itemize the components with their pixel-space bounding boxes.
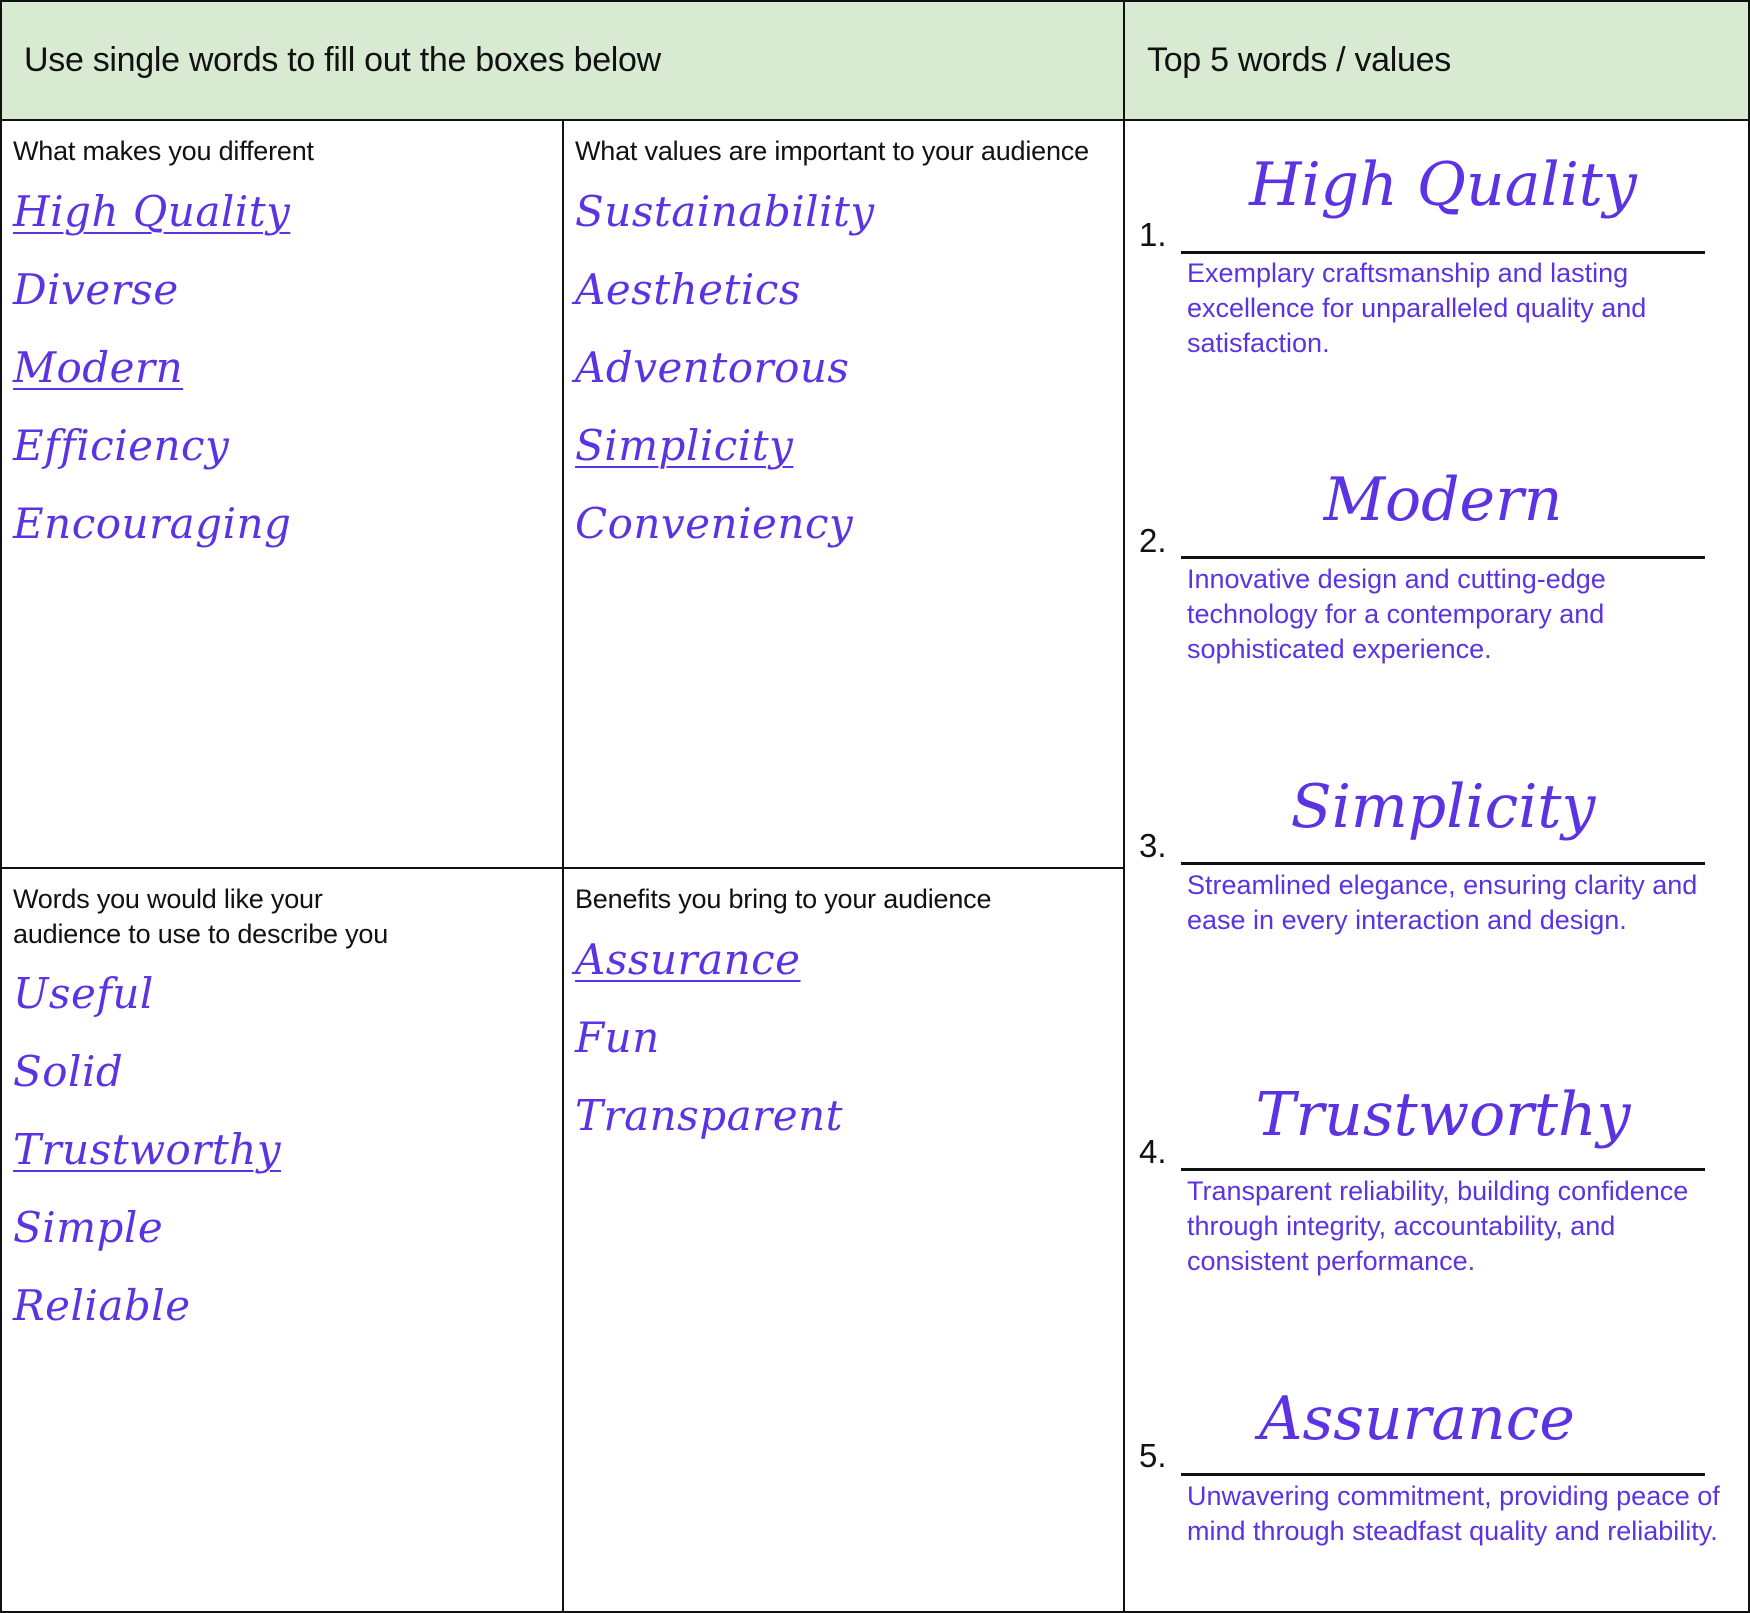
top-values-header (1123, 0, 1750, 121)
box-title: What values are important to your audience (575, 136, 1089, 166)
top-value-4 (1125, 1080, 1750, 1330)
box-benefits (562, 867, 1125, 1613)
top-value-description: Streamlined elegance, ensuring clarity and ease in every interaction and design. (1187, 870, 1698, 935)
box-audience-values (562, 119, 1125, 869)
top-value-description: Innovative design and cutting-edge technology for a contemporary and sophisticated experience. (1187, 564, 1606, 664)
top-value-3 (1125, 772, 1750, 1022)
top-value-1 (1125, 150, 1750, 430)
top-value-underline (1181, 1168, 1705, 1171)
word-item: High Quality (13, 187, 291, 236)
word-item: Useful (13, 969, 154, 1018)
word-item: Modern (13, 343, 184, 392)
top-value-number: 2. (1139, 522, 1167, 559)
top-value-number: 4. (1139, 1133, 1167, 1170)
top-value-number: 5. (1139, 1437, 1167, 1474)
top-value-description: Exemplary craftsmanship and lasting excellence for unparalleled quality and satisfaction. (1187, 258, 1647, 358)
box-title: Words you would like your audience to use to describe you (13, 884, 389, 949)
top-value-number: 1. (1139, 216, 1167, 253)
top-value-number: 3. (1139, 827, 1167, 864)
word-item: Solid (13, 1047, 124, 1096)
top-value-word: Modern (1323, 465, 1563, 535)
word-item: Diverse (13, 265, 179, 314)
top-value-word: Simplicity (1290, 772, 1596, 842)
word-item: Aesthetics (575, 265, 801, 314)
word-list (13, 955, 281, 1345)
word-item: Efficiency (13, 421, 230, 470)
top-value-underline (1181, 556, 1705, 559)
top-value-underline (1181, 862, 1705, 865)
word-item: Transparent (575, 1091, 844, 1140)
word-item: Simplicity (575, 421, 794, 470)
box-title: What makes you different (13, 136, 314, 166)
instructions-header (0, 0, 1125, 121)
word-item: Adventorous (575, 343, 850, 392)
top-value-word: High Quality (1249, 150, 1637, 220)
top-value-description: Unwavering commitment, providing peace of mind through steadfast quality and reliability. (1187, 1481, 1720, 1546)
box-audience-description (0, 867, 564, 1613)
box-what-makes-you-different (0, 119, 564, 869)
word-item: Simple (13, 1203, 164, 1252)
word-item: Encouraging (13, 499, 292, 548)
top-value-description: Transparent reliability, building confidence through integrity, accountability, and consistent performance. (1187, 1176, 1689, 1276)
top-value-word: Assurance (1259, 1384, 1575, 1454)
top-value-underline (1181, 1473, 1705, 1476)
top-value-underline (1181, 251, 1705, 254)
word-list (575, 173, 875, 563)
box-title: Benefits you bring to your audience (575, 884, 992, 914)
word-item: Trustworthy (13, 1125, 282, 1174)
top-value-2 (1125, 465, 1750, 745)
top-value-word: Trustworthy (1255, 1080, 1631, 1150)
word-item: Conveniency (575, 499, 854, 548)
word-list (575, 921, 843, 1155)
top-values-title: Top 5 words / values (1147, 41, 1451, 79)
word-item: Reliable (13, 1281, 191, 1330)
word-item: Fun (575, 1013, 660, 1062)
instructions-title: Use single words to fill out the boxes below (24, 41, 661, 79)
top-value-5 (1125, 1384, 1750, 1613)
word-list (13, 173, 291, 563)
word-item: Sustainability (575, 187, 875, 236)
word-item: Assurance (575, 935, 801, 984)
